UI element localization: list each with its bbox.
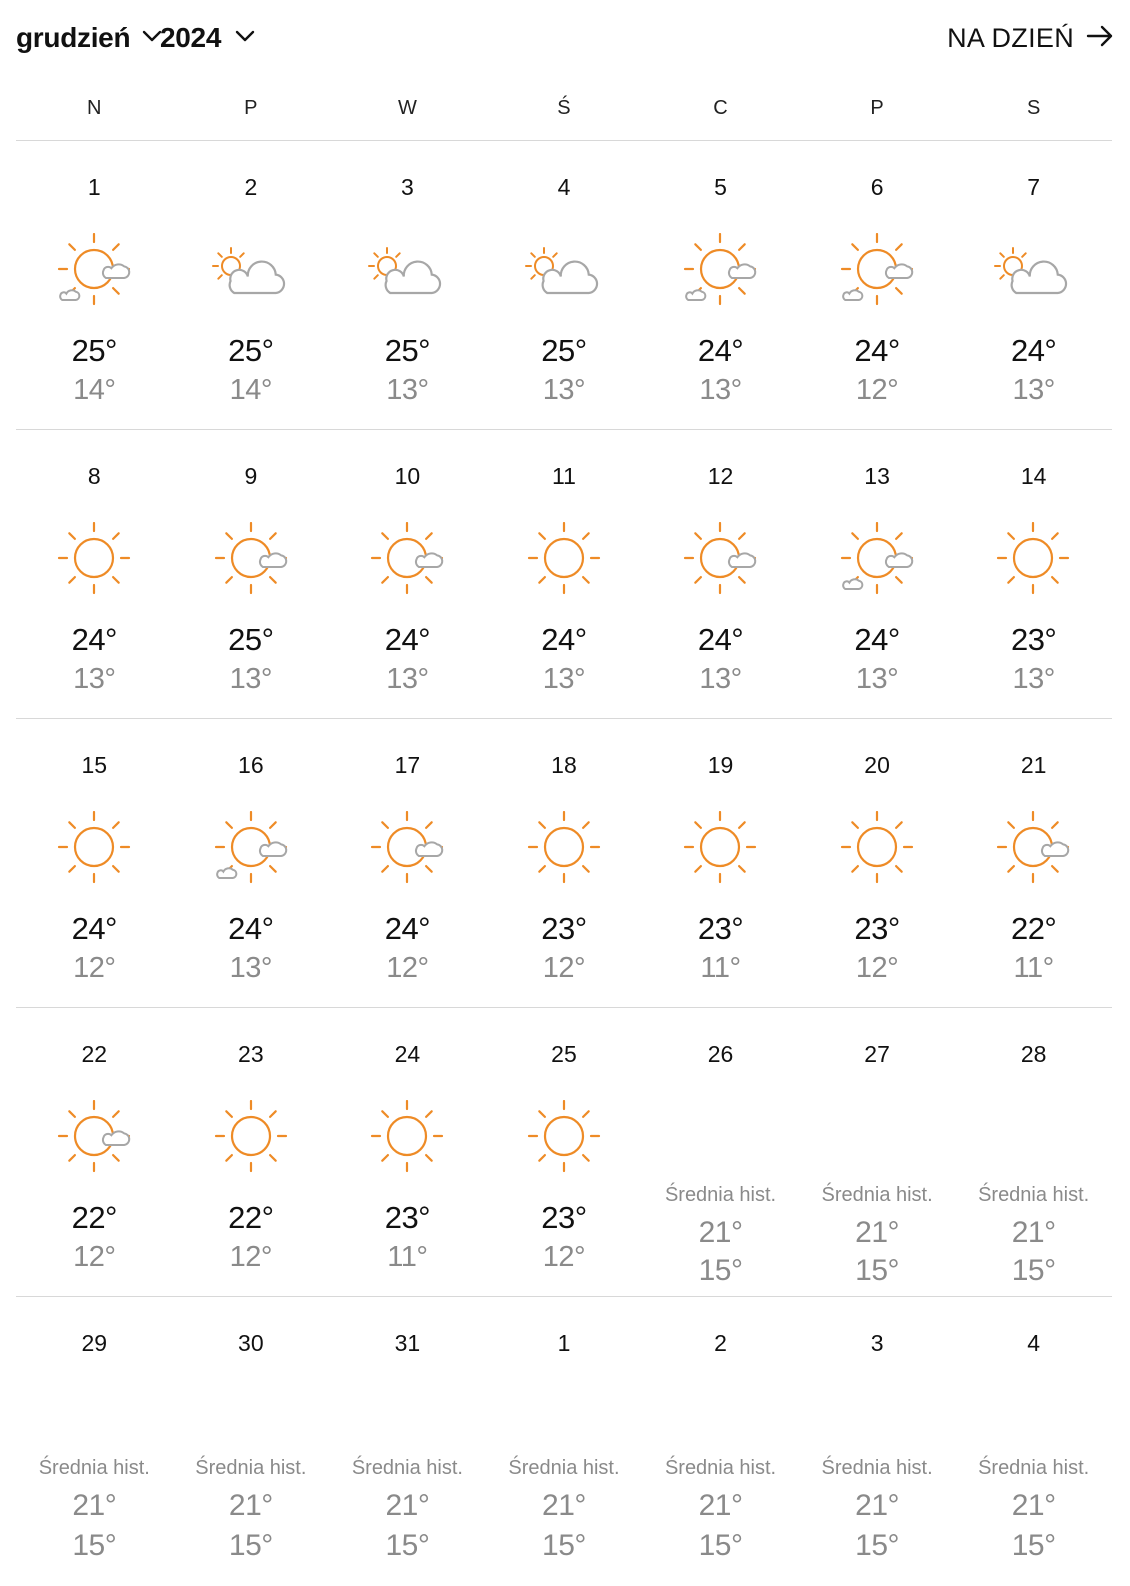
max-temperature: 24° — [384, 622, 431, 657]
min-temperature: 15° — [698, 1529, 743, 1562]
max-temperature: 21° — [855, 1489, 900, 1522]
calendar-week-row — [16, 1297, 1112, 1586]
calendar-day-cell[interactable] — [955, 1008, 1112, 1296]
calendar-week-row — [16, 430, 1112, 719]
min-temperature: 14° — [73, 374, 116, 406]
day-number: 28 — [1020, 1041, 1047, 1067]
calendar-day-cell[interactable] — [173, 1297, 330, 1586]
calendar-day-cell[interactable] — [486, 1297, 643, 1586]
day-number: 30 — [238, 1330, 264, 1356]
calendar-day-cell[interactable] — [955, 719, 1112, 1007]
calendar-day-cell[interactable] — [642, 1297, 799, 1586]
year-select[interactable] — [160, 18, 255, 58]
calendar-day-cell[interactable] — [173, 1008, 330, 1296]
min-temperature: 12° — [73, 952, 116, 984]
day-number: 16 — [238, 752, 264, 778]
min-temperature: 13° — [542, 374, 586, 406]
max-temperature: 25° — [71, 333, 117, 368]
calendar-day-cell[interactable] — [799, 141, 956, 429]
sun-cloud-small-cloud-icon — [54, 233, 134, 313]
weekday-label: C — [713, 97, 728, 119]
sun-cloud-icon — [211, 522, 291, 602]
max-temperature: 25° — [384, 333, 431, 368]
historical-average-label: Średnia hist. — [38, 1457, 150, 1479]
day-number: 4 — [557, 174, 571, 200]
cloudy-icon — [993, 233, 1073, 313]
calendar-day-cell[interactable] — [642, 1008, 799, 1296]
max-temperature: 24° — [228, 911, 274, 946]
min-temperature: 11° — [387, 1241, 428, 1273]
day-number: 5 — [714, 174, 727, 200]
historical-average-label: Średnia hist. — [821, 1457, 933, 1479]
min-temperature: 13° — [699, 663, 742, 695]
max-temperature: 21° — [1011, 1489, 1056, 1522]
calendar-day-cell[interactable] — [486, 1008, 643, 1296]
min-temperature: 13° — [386, 374, 429, 406]
historical-average-label: Średnia hist. — [978, 1184, 1090, 1206]
sun-cloud-icon — [367, 811, 447, 891]
day-number: 1 — [557, 1330, 571, 1356]
na-dzien-link[interactable] — [947, 18, 1114, 58]
day-number: 31 — [394, 1330, 421, 1356]
weekday-label: N — [87, 97, 102, 119]
day-number: 11 — [552, 463, 576, 489]
min-temperature: 12° — [855, 952, 899, 984]
max-temperature: 21° — [698, 1216, 743, 1249]
calendar-day-cell[interactable] — [642, 430, 799, 718]
day-number: 2 — [714, 1330, 727, 1356]
historical-average-label: Średnia hist. — [821, 1184, 933, 1206]
sun-cloud-icon — [993, 811, 1073, 891]
sun-icon — [524, 811, 604, 891]
day-number: 27 — [864, 1041, 890, 1067]
month-label: grudzień — [16, 22, 131, 53]
min-temperature: 13° — [855, 663, 899, 695]
min-temperature: 15° — [1011, 1254, 1056, 1287]
calendar-day-cell[interactable] — [955, 430, 1112, 718]
max-temperature: 24° — [384, 911, 431, 946]
day-number: 18 — [551, 752, 577, 778]
max-temperature: 24° — [854, 333, 900, 368]
min-temperature: 13° — [1012, 374, 1055, 406]
max-temperature: 24° — [541, 622, 587, 657]
calendar-day-cell[interactable] — [955, 1297, 1112, 1586]
calendar-day-cell[interactable] — [799, 430, 956, 718]
min-temperature: 12° — [229, 1241, 273, 1273]
calendar-day-cell[interactable] — [799, 1008, 956, 1296]
calendar-day-cell[interactable] — [486, 430, 643, 718]
min-temperature: 13° — [386, 663, 429, 695]
day-number: 22 — [81, 1041, 108, 1067]
calendar-day-cell[interactable] — [16, 430, 173, 718]
day-number: 25 — [551, 1041, 577, 1067]
day-number: 4 — [1027, 1330, 1041, 1356]
calendar-day-cell[interactable] — [486, 719, 643, 1007]
calendar-day-cell[interactable] — [486, 141, 643, 429]
day-number: 7 — [1027, 174, 1041, 200]
weekday-label: W — [397, 97, 417, 119]
weekday-header-row — [16, 90, 1112, 141]
min-temperature: 13° — [73, 663, 116, 695]
max-temperature: 21° — [698, 1489, 743, 1522]
min-temperature: 12° — [542, 952, 586, 984]
max-temperature: 24° — [697, 333, 744, 368]
weekday-label: S — [1026, 97, 1041, 119]
min-temperature: 13° — [542, 663, 586, 695]
min-temperature: 15° — [855, 1529, 900, 1562]
calendar-day-cell[interactable] — [173, 719, 330, 1007]
day-number: 29 — [81, 1330, 108, 1356]
month-select[interactable] — [16, 18, 162, 58]
sun-cloud-icon — [367, 522, 447, 602]
sun-icon — [211, 1100, 291, 1180]
day-number: 13 — [864, 463, 890, 489]
calendar-day-cell[interactable] — [329, 1297, 486, 1586]
sun-icon — [54, 522, 134, 602]
min-temperature: 11° — [700, 952, 741, 984]
min-temperature: 12° — [73, 1241, 116, 1273]
calendar-day-cell[interactable] — [16, 1008, 173, 1296]
max-temperature: 21° — [72, 1489, 117, 1522]
sun-cloud-icon — [680, 522, 760, 602]
day-number: 6 — [870, 174, 884, 200]
calendar-day-cell[interactable] — [329, 430, 486, 718]
day-number: 17 — [394, 752, 421, 778]
historical-average-label: Średnia hist. — [978, 1457, 1090, 1479]
min-temperature: 15° — [385, 1529, 430, 1562]
sun-cloud-small-cloud-icon — [837, 233, 917, 313]
day-number: 9 — [244, 463, 258, 489]
day-number: 10 — [394, 463, 421, 489]
day-number: 15 — [81, 752, 108, 778]
min-temperature: 12° — [386, 952, 429, 984]
cloudy-icon — [367, 233, 447, 313]
min-temperature: 15° — [855, 1254, 900, 1287]
calendar-day-cell[interactable] — [16, 141, 173, 429]
min-temperature: 13° — [1012, 663, 1055, 695]
min-temperature: 13° — [229, 663, 273, 695]
max-temperature: 23° — [854, 911, 900, 946]
day-number: 14 — [1020, 463, 1047, 489]
min-temperature: 15° — [1011, 1529, 1056, 1562]
sun-icon — [54, 811, 134, 891]
max-temperature: 23° — [541, 911, 587, 946]
day-number: 19 — [707, 752, 734, 778]
calendar-day-cell[interactable] — [642, 141, 799, 429]
day-number: 8 — [87, 463, 101, 489]
na-dzien-label: NA DZIEŃ — [947, 22, 1074, 53]
day-number: 20 — [864, 752, 890, 778]
weekday-label: P — [244, 97, 258, 119]
calendar-day-cell[interactable] — [799, 1297, 956, 1586]
max-temperature: 24° — [1010, 333, 1057, 368]
min-temperature: 12° — [855, 374, 899, 406]
min-temperature: 15° — [698, 1254, 743, 1287]
min-temperature: 13° — [699, 374, 742, 406]
arrow-right-icon — [1074, 25, 1114, 52]
max-temperature: 25° — [541, 333, 587, 368]
day-number: 3 — [870, 1330, 884, 1356]
calendar-header — [0, 0, 1130, 80]
day-number: 3 — [401, 174, 414, 200]
calendar-day-cell[interactable] — [799, 719, 956, 1007]
historical-average-label: Średnia hist. — [664, 1457, 777, 1479]
calendar-week-row — [16, 719, 1112, 1008]
historical-average-label: Średnia hist. — [664, 1184, 777, 1206]
calendar-day-cell[interactable] — [642, 719, 799, 1007]
max-temperature: 24° — [854, 622, 900, 657]
max-temperature: 22° — [228, 1200, 274, 1235]
min-temperature: 13° — [229, 952, 273, 984]
max-temperature: 21° — [385, 1489, 430, 1522]
sun-icon — [524, 522, 604, 602]
min-temperature: 15° — [542, 1529, 586, 1562]
max-temperature: 25° — [228, 333, 274, 368]
day-number: 2 — [244, 174, 258, 200]
chevron-down-icon — [221, 29, 255, 48]
historical-average-label: Średnia hist. — [508, 1457, 620, 1479]
max-temperature: 24° — [71, 622, 117, 657]
sun-cloud-small-cloud-icon — [680, 233, 760, 313]
max-temperature: 23° — [697, 911, 744, 946]
calendar-day-cell[interactable] — [955, 141, 1112, 429]
weekday-label: P — [870, 97, 884, 119]
day-number: 26 — [707, 1041, 734, 1067]
min-temperature: 11° — [1013, 952, 1054, 984]
sun-icon — [680, 811, 760, 891]
historical-average-label: Średnia hist. — [195, 1457, 307, 1479]
cloudy-icon — [211, 233, 291, 313]
month-calendar-grid — [16, 141, 1112, 1586]
max-temperature: 21° — [855, 1216, 900, 1249]
cloudy-icon — [524, 233, 604, 313]
max-temperature: 23° — [384, 1200, 431, 1235]
sun-cloud-icon — [54, 1100, 134, 1180]
sun-icon — [367, 1100, 447, 1180]
max-temperature: 24° — [71, 911, 117, 946]
chevron-down-icon — [130, 29, 162, 48]
min-temperature: 15° — [72, 1529, 117, 1562]
max-temperature: 21° — [1011, 1216, 1056, 1249]
sun-cloud-small-cloud-icon — [211, 811, 291, 891]
calendar-day-cell[interactable] — [329, 719, 486, 1007]
calendar-day-cell[interactable] — [329, 1008, 486, 1296]
max-temperature: 23° — [1010, 622, 1057, 657]
day-number: 21 — [1020, 752, 1047, 778]
year-label: 2024 — [160, 22, 222, 53]
max-temperature: 21° — [228, 1489, 273, 1522]
calendar-day-cell[interactable] — [329, 141, 486, 429]
max-temperature: 25° — [228, 622, 274, 657]
historical-average-label: Średnia hist. — [351, 1457, 463, 1479]
max-temperature: 21° — [542, 1489, 586, 1522]
calendar-week-row — [16, 141, 1112, 430]
day-number: 23 — [238, 1041, 264, 1067]
sun-icon — [993, 522, 1073, 602]
calendar-week-row — [16, 1008, 1112, 1297]
day-number: 1 — [87, 174, 101, 200]
calendar-day-cell[interactable] — [173, 141, 330, 429]
min-temperature: 14° — [229, 374, 273, 406]
max-temperature: 24° — [697, 622, 744, 657]
max-temperature: 23° — [541, 1200, 587, 1235]
calendar-day-cell[interactable] — [173, 430, 330, 718]
day-number: 12 — [707, 463, 734, 489]
sun-icon — [524, 1100, 604, 1180]
sun-cloud-small-cloud-icon — [837, 522, 917, 602]
sun-icon — [837, 811, 917, 891]
day-number: 24 — [394, 1041, 421, 1067]
max-temperature: 22° — [1010, 911, 1057, 946]
max-temperature: 22° — [71, 1200, 117, 1235]
weekday-label: Ś — [557, 97, 571, 119]
min-temperature: 12° — [542, 1241, 586, 1273]
calendar-day-cell[interactable] — [16, 1297, 173, 1586]
calendar-day-cell[interactable] — [16, 719, 173, 1007]
min-temperature: 15° — [228, 1529, 273, 1562]
